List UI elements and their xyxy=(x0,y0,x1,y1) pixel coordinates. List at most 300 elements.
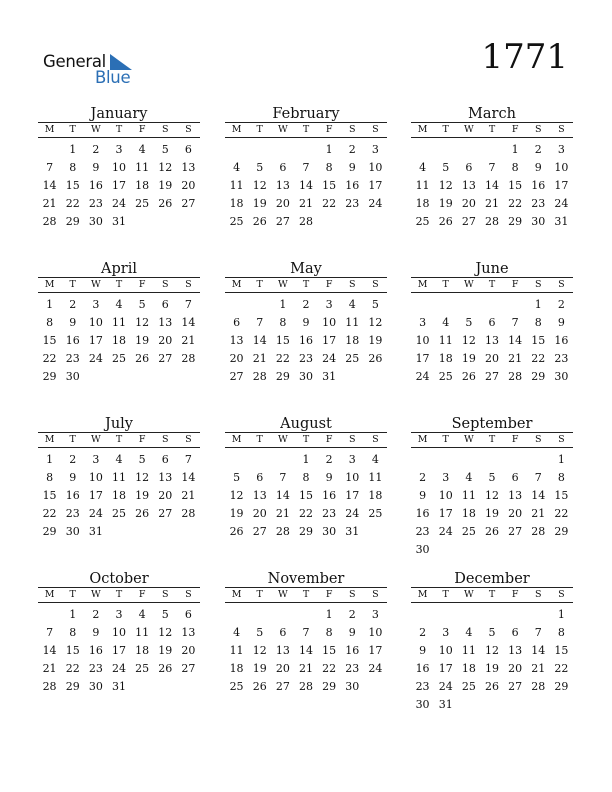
day-cell: 16 xyxy=(88,644,103,658)
day-cell: 8 xyxy=(511,161,519,175)
day-cell: 23 xyxy=(88,197,103,211)
weekday-label: W xyxy=(90,589,101,600)
day-grid xyxy=(38,451,200,541)
empty-cell xyxy=(225,296,248,314)
empty-cell xyxy=(225,606,248,624)
day-cell: 6 xyxy=(161,298,169,311)
day-cell: 13 xyxy=(508,644,523,658)
day-cell: 27 xyxy=(461,215,476,229)
day-cell: 18 xyxy=(438,352,453,366)
weekday-label: W xyxy=(277,434,288,445)
weekday-label: T xyxy=(69,589,76,600)
weekday-label: F xyxy=(138,589,146,600)
day-cell: 11 xyxy=(461,489,476,503)
empty-cell xyxy=(504,296,527,314)
day-cell: 7 xyxy=(46,626,54,640)
day-cell: 20 xyxy=(252,507,267,521)
weekday-label: F xyxy=(325,124,333,135)
weekday-label: W xyxy=(277,279,288,290)
month-name: November xyxy=(267,571,345,587)
day-cell: 24 xyxy=(438,680,453,694)
day-cell: 1 xyxy=(534,298,542,311)
day-cell: 29 xyxy=(531,370,546,384)
day-cell: 29 xyxy=(65,680,80,694)
month-december xyxy=(411,571,573,715)
day-cell: 17 xyxy=(368,179,383,193)
day-cell: 16 xyxy=(415,662,430,676)
day-cell: 29 xyxy=(322,680,337,694)
day-cell: 21 xyxy=(181,334,196,348)
weekday-label: S xyxy=(162,434,169,445)
day-cell: 10 xyxy=(554,161,569,175)
day-cell: 4 xyxy=(138,143,146,156)
day-cell: 8 xyxy=(46,316,54,330)
day-cell: 7 xyxy=(302,161,310,175)
day-cell: 30 xyxy=(88,215,103,229)
empty-cell xyxy=(434,296,457,314)
day-cell: 9 xyxy=(69,316,77,330)
empty-cell xyxy=(480,296,503,314)
weekday-header xyxy=(411,433,573,447)
empty-cell xyxy=(527,606,550,624)
day-cell: 11 xyxy=(461,644,476,658)
day-cell: 13 xyxy=(158,471,173,485)
day-cell: 13 xyxy=(275,644,290,658)
day-cell: 25 xyxy=(461,680,476,694)
day-cell: 21 xyxy=(298,662,313,676)
day-cell: 12 xyxy=(484,644,499,658)
weekday-divider xyxy=(38,137,200,138)
month-january xyxy=(38,106,200,231)
day-cell: 8 xyxy=(557,626,565,640)
day-cell: 21 xyxy=(42,197,57,211)
day-cell: 28 xyxy=(42,680,57,694)
month-name: May xyxy=(290,261,322,277)
day-cell: 29 xyxy=(42,525,57,539)
weekday-label: S xyxy=(372,589,379,600)
day-cell: 7 xyxy=(488,161,496,175)
day-cell: 21 xyxy=(531,507,546,521)
day-cell: 24 xyxy=(111,197,126,211)
day-cell: 23 xyxy=(345,197,360,211)
day-cell: 5 xyxy=(161,143,169,156)
day-cell: 29 xyxy=(508,215,523,229)
day-cell: 3 xyxy=(442,626,450,640)
empty-cell xyxy=(434,141,457,159)
weekday-label: S xyxy=(162,589,169,600)
empty-cell xyxy=(457,141,480,159)
month-name: August xyxy=(280,416,332,432)
calendar-year: 1771 xyxy=(481,37,568,77)
day-cell: 8 xyxy=(325,161,333,175)
weekday-header xyxy=(225,433,387,447)
weekday-label: M xyxy=(44,589,55,600)
day-cell: 15 xyxy=(65,179,80,193)
empty-cell xyxy=(411,606,434,624)
day-cell: 2 xyxy=(92,143,100,156)
day-cell: 16 xyxy=(415,507,430,521)
empty-cell xyxy=(504,451,527,469)
day-cell: 19 xyxy=(368,334,383,348)
day-cell: 9 xyxy=(302,316,310,330)
weekday-divider xyxy=(225,602,387,603)
day-cell: 2 xyxy=(557,298,565,311)
day-cell: 12 xyxy=(438,179,453,193)
day-cell: 4 xyxy=(233,161,241,175)
day-cell: 30 xyxy=(322,525,337,539)
day-cell: 3 xyxy=(325,298,333,311)
day-cell: 5 xyxy=(138,453,146,466)
weekday-label: T xyxy=(256,124,263,135)
day-cell: 30 xyxy=(531,215,546,229)
day-cell: 21 xyxy=(484,197,499,211)
day-cell: 22 xyxy=(322,197,337,211)
day-cell: 11 xyxy=(438,334,453,348)
day-cell: 24 xyxy=(322,352,337,366)
day-cell: 24 xyxy=(88,507,103,521)
day-cell: 21 xyxy=(42,662,57,676)
day-cell: 9 xyxy=(92,626,100,640)
day-cell: 16 xyxy=(65,334,80,348)
month-name: July xyxy=(105,416,133,432)
weekday-label: S xyxy=(558,279,565,290)
empty-cell xyxy=(248,296,271,314)
weekday-label: W xyxy=(90,124,101,135)
day-cell: 22 xyxy=(275,352,290,366)
day-cell: 12 xyxy=(135,316,150,330)
day-cell: 10 xyxy=(322,316,337,330)
weekday-label: S xyxy=(349,434,356,445)
day-cell: 3 xyxy=(92,298,100,311)
day-grid xyxy=(411,141,573,231)
weekday-label: T xyxy=(115,279,123,290)
day-cell: 18 xyxy=(111,334,126,348)
day-cell: 16 xyxy=(298,334,313,348)
day-cell: 15 xyxy=(42,489,57,503)
weekday-label: S xyxy=(185,589,192,600)
day-cell: 21 xyxy=(275,507,290,521)
day-cell: 13 xyxy=(484,334,499,348)
day-cell: 6 xyxy=(184,143,192,156)
day-cell: 20 xyxy=(181,644,196,658)
day-cell: 13 xyxy=(158,316,173,330)
day-cell: 10 xyxy=(368,161,383,175)
day-cell: 8 xyxy=(46,471,54,485)
day-cell: 24 xyxy=(415,370,430,384)
empty-cell xyxy=(434,451,457,469)
empty-cell xyxy=(480,451,503,469)
day-cell: 17 xyxy=(368,644,383,658)
day-cell: 30 xyxy=(65,370,80,384)
day-cell: 29 xyxy=(275,370,290,384)
day-cell: 3 xyxy=(348,453,356,466)
day-cell: 28 xyxy=(252,370,267,384)
day-cell: 18 xyxy=(229,662,244,676)
day-cell: 26 xyxy=(438,215,453,229)
day-cell: 25 xyxy=(345,352,360,366)
weekday-header xyxy=(38,123,200,137)
day-cell: 17 xyxy=(438,507,453,521)
day-cell: 27 xyxy=(275,680,290,694)
day-cell: 1 xyxy=(46,298,54,311)
month-name: December xyxy=(454,571,530,587)
day-cell: 12 xyxy=(158,161,173,175)
day-cell: 19 xyxy=(135,334,150,348)
day-cell: 26 xyxy=(252,215,267,229)
weekday-header xyxy=(225,278,387,292)
day-cell: 24 xyxy=(438,525,453,539)
empty-cell xyxy=(248,606,271,624)
weekday-header xyxy=(38,433,200,447)
day-cell: 1 xyxy=(557,453,565,466)
day-cell: 2 xyxy=(69,453,77,466)
day-cell: 1 xyxy=(69,143,77,156)
day-cell: 12 xyxy=(229,489,244,503)
weekday-label: F xyxy=(511,589,519,600)
day-cell: 29 xyxy=(42,370,57,384)
weekday-label: T xyxy=(69,279,76,290)
day-cell: 6 xyxy=(488,316,496,330)
day-cell: 17 xyxy=(554,179,569,193)
day-cell: 3 xyxy=(371,143,379,156)
day-cell: 11 xyxy=(111,471,126,485)
day-cell: 16 xyxy=(345,179,360,193)
weekday-divider xyxy=(411,602,573,603)
day-cell: 25 xyxy=(229,680,244,694)
day-cell: 6 xyxy=(184,608,192,621)
day-cell: 17 xyxy=(415,352,430,366)
day-cell: 4 xyxy=(348,298,356,311)
day-cell: 4 xyxy=(442,316,450,330)
weekday-label: M xyxy=(417,279,428,290)
weekday-label: F xyxy=(138,279,146,290)
day-cell: 5 xyxy=(256,161,264,175)
day-cell: 27 xyxy=(484,370,499,384)
day-cell: 1 xyxy=(69,608,77,621)
empty-cell xyxy=(248,451,271,469)
weekday-label: S xyxy=(372,124,379,135)
weekday-label: M xyxy=(231,124,242,135)
day-cell: 27 xyxy=(229,370,244,384)
day-cell: 2 xyxy=(348,608,356,621)
day-cell: 28 xyxy=(298,215,313,229)
day-cell: 19 xyxy=(484,507,499,521)
weekday-label: S xyxy=(185,279,192,290)
brand-word-blue: Blue xyxy=(95,68,131,87)
weekday-label: F xyxy=(511,124,519,135)
day-cell: 26 xyxy=(484,680,499,694)
day-cell: 23 xyxy=(65,507,80,521)
weekday-label: F xyxy=(511,434,519,445)
weekday-label: S xyxy=(558,434,565,445)
day-cell: 10 xyxy=(438,644,453,658)
day-grid xyxy=(411,451,573,560)
day-cell: 7 xyxy=(302,626,310,640)
empty-cell xyxy=(248,141,271,159)
month-name: September xyxy=(451,416,533,432)
day-cell: 30 xyxy=(65,525,80,539)
day-cell: 5 xyxy=(371,298,379,311)
day-cell: 23 xyxy=(415,680,430,694)
day-cell: 6 xyxy=(161,453,169,466)
empty-cell xyxy=(38,606,61,624)
day-cell: 9 xyxy=(69,471,77,485)
day-cell: 2 xyxy=(92,608,100,621)
month-october xyxy=(38,571,200,696)
day-cell: 18 xyxy=(111,489,126,503)
day-cell: 4 xyxy=(115,298,123,311)
day-cell: 29 xyxy=(65,215,80,229)
weekday-label: M xyxy=(44,434,55,445)
day-cell: 11 xyxy=(135,626,150,640)
day-cell: 19 xyxy=(158,179,173,193)
day-cell: 13 xyxy=(181,161,196,175)
weekday-label: S xyxy=(349,589,356,600)
weekday-divider xyxy=(411,447,573,448)
day-cell: 26 xyxy=(135,507,150,521)
weekday-header xyxy=(225,123,387,137)
day-cell: 20 xyxy=(275,662,290,676)
weekday-label: S xyxy=(185,124,192,135)
day-cell: 17 xyxy=(345,489,360,503)
empty-cell xyxy=(457,606,480,624)
day-cell: 25 xyxy=(368,507,383,521)
day-cell: 1 xyxy=(302,453,310,466)
day-cell: 2 xyxy=(419,471,427,485)
day-cell: 3 xyxy=(557,143,565,156)
day-grid xyxy=(225,451,387,541)
day-cell: 2 xyxy=(302,298,310,311)
day-cell: 23 xyxy=(298,352,313,366)
month-name: March xyxy=(468,106,516,122)
month-november xyxy=(225,571,387,696)
day-cell: 9 xyxy=(348,626,356,640)
month-name: January xyxy=(90,106,148,122)
weekday-label: T xyxy=(442,279,449,290)
day-cell: 13 xyxy=(229,334,244,348)
day-cell: 24 xyxy=(88,352,103,366)
weekday-label: S xyxy=(349,124,356,135)
empty-cell xyxy=(411,451,434,469)
weekday-label: M xyxy=(417,124,428,135)
day-cell: 4 xyxy=(419,161,427,175)
day-cell: 31 xyxy=(554,215,569,229)
weekday-label: T xyxy=(488,124,496,135)
day-cell: 15 xyxy=(298,489,313,503)
day-cell: 22 xyxy=(322,662,337,676)
day-cell: 15 xyxy=(531,334,546,348)
day-cell: 12 xyxy=(135,471,150,485)
day-cell: 7 xyxy=(184,298,192,311)
weekday-header xyxy=(411,278,573,292)
month-april xyxy=(38,261,200,386)
day-cell: 5 xyxy=(256,626,264,640)
day-cell: 28 xyxy=(181,352,196,366)
weekday-label: T xyxy=(69,124,76,135)
day-cell: 5 xyxy=(161,608,169,621)
weekday-label: T xyxy=(302,589,310,600)
day-cell: 3 xyxy=(115,608,123,621)
day-cell: 23 xyxy=(65,352,80,366)
day-cell: 12 xyxy=(484,489,499,503)
day-cell: 22 xyxy=(65,197,80,211)
day-cell: 13 xyxy=(181,626,196,640)
day-cell: 1 xyxy=(511,143,519,156)
day-cell: 12 xyxy=(252,644,267,658)
day-cell: 16 xyxy=(554,334,569,348)
weekday-label: W xyxy=(463,124,474,135)
day-cell: 4 xyxy=(138,608,146,621)
day-cell: 7 xyxy=(256,316,264,330)
day-cell: 24 xyxy=(368,197,383,211)
day-cell: 27 xyxy=(508,525,523,539)
day-cell: 15 xyxy=(275,334,290,348)
weekday-label: M xyxy=(231,589,242,600)
day-cell: 16 xyxy=(65,489,80,503)
day-cell: 19 xyxy=(461,352,476,366)
weekday-label: S xyxy=(535,124,542,135)
day-cell: 22 xyxy=(42,507,57,521)
weekday-label: F xyxy=(325,279,333,290)
weekday-label: F xyxy=(138,124,146,135)
day-cell: 6 xyxy=(465,161,473,175)
empty-cell xyxy=(480,141,503,159)
day-cell: 17 xyxy=(88,489,103,503)
day-cell: 2 xyxy=(69,298,77,311)
day-cell: 16 xyxy=(531,179,546,193)
weekday-label: T xyxy=(115,589,123,600)
day-cell: 26 xyxy=(368,352,383,366)
day-cell: 10 xyxy=(88,316,103,330)
day-cell: 15 xyxy=(42,334,57,348)
weekday-label: T xyxy=(302,434,310,445)
day-grid xyxy=(411,606,573,715)
day-cell: 15 xyxy=(65,644,80,658)
weekday-label: T xyxy=(488,434,496,445)
weekday-label: W xyxy=(463,279,474,290)
day-cell: 24 xyxy=(368,662,383,676)
day-cell: 1 xyxy=(325,608,333,621)
weekday-label: S xyxy=(162,279,169,290)
weekday-label: S xyxy=(535,589,542,600)
day-cell: 14 xyxy=(298,179,313,193)
weekday-label: W xyxy=(463,589,474,600)
day-cell: 18 xyxy=(229,197,244,211)
day-cell: 31 xyxy=(111,680,126,694)
weekday-label: T xyxy=(302,279,310,290)
day-cell: 11 xyxy=(229,179,244,193)
day-cell: 8 xyxy=(279,316,287,330)
day-cell: 28 xyxy=(531,680,546,694)
day-cell: 12 xyxy=(158,626,173,640)
day-cell: 19 xyxy=(229,507,244,521)
day-cell: 26 xyxy=(484,525,499,539)
day-cell: 13 xyxy=(508,489,523,503)
day-cell: 22 xyxy=(554,662,569,676)
day-cell: 7 xyxy=(534,626,542,640)
weekday-label: T xyxy=(256,279,263,290)
day-cell: 7 xyxy=(511,316,519,330)
day-cell: 27 xyxy=(158,507,173,521)
empty-cell xyxy=(480,606,503,624)
day-cell: 25 xyxy=(461,525,476,539)
empty-cell xyxy=(411,296,434,314)
day-cell: 14 xyxy=(508,334,523,348)
day-cell: 30 xyxy=(345,680,360,694)
weekday-header xyxy=(411,588,573,602)
day-cell: 25 xyxy=(135,662,150,676)
day-cell: 3 xyxy=(419,316,427,330)
